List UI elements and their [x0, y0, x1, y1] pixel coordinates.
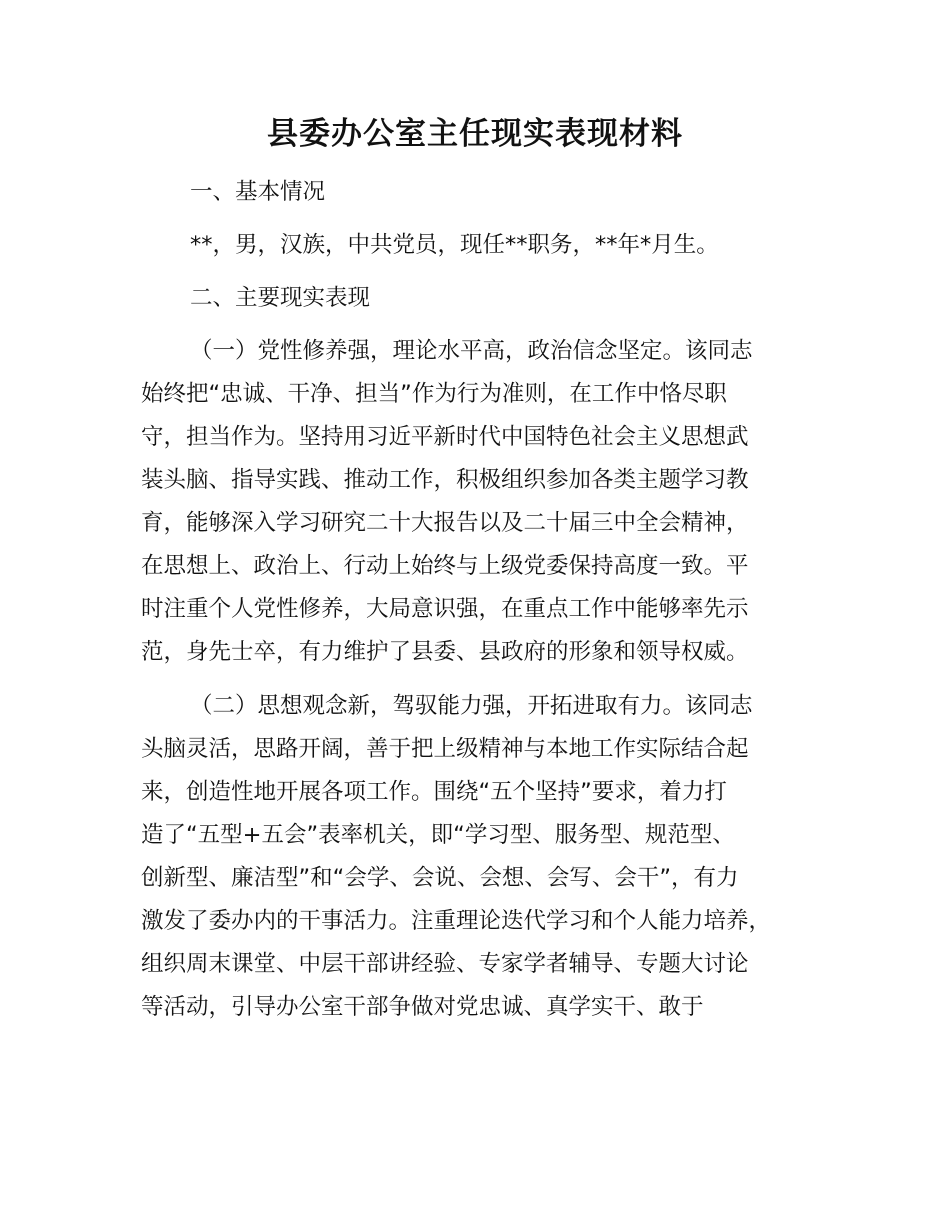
paragraph-line: 在思想上、政治上、行动上始终与上级党委保持高度一致。平 [141, 553, 749, 579]
document-title: 县委办公室主任现实表现材料 [267, 116, 683, 152]
paragraph-line: 来，创造性地开展各项工作。围绕“五个坚持”要求，着力打 [141, 779, 727, 805]
section-heading-main-performance: 二、主要现实表现 [190, 285, 371, 311]
paragraph-line: 等活动，引导办公室干部争做对党忠诚、真学实干、敢于 [141, 994, 704, 1020]
paragraph-line: 范，身先士卒，有力维护了县委、县政府的形象和领导权威。 [141, 639, 749, 665]
paragraph-line: 造了“五型+五会”表率机关，即“学习型、服务型、规范型、 [141, 822, 735, 848]
paragraph-line: 始终把“忠诚、干净、担当”作为行为准则，在工作中恪尽职 [141, 381, 727, 407]
paragraph-line: （二）思想观念新，驾驭能力强，开拓进取有力。该同志 [190, 693, 753, 719]
paragraph-line: 头脑灵活，思路开阔，善于把上级精神与本地工作实际结合起 [141, 736, 749, 762]
paragraph-line: 组织周末课堂、中层干部讲经验、专家学者辅导、专题大讨论 [141, 951, 749, 977]
paragraph-line: 装头脑、指导实践、推动工作，积极组织参加各类主题学习教 [141, 467, 749, 493]
paragraph-line: 育，能够深入学习研究二十大报告以及二十届三中全会精神， [141, 510, 749, 536]
paragraph-line: 激发了委办内的干事活力。注重理论迭代学习和个人能力培养， [141, 908, 772, 934]
section-heading-basic-info: 一、基本情况 [190, 179, 326, 205]
basic-info-text: **，男，汉族，中共党员，现任**职务，**年*月生。 [190, 232, 719, 258]
paragraph-line: 时注重个人党性修养，大局意识强，在重点工作中能够率先示 [141, 596, 749, 622]
paragraph-line: 守，担当作为。坚持用习近平新时代中国特色社会主义思想武 [141, 424, 749, 450]
paragraph-line: 创新型、廉洁型”和“会学、会说、会想、会写、会干”，有力 [141, 865, 739, 891]
paragraph-line: （一）党性修养强，理论水平高，政治信念坚定。该同志 [190, 338, 753, 364]
